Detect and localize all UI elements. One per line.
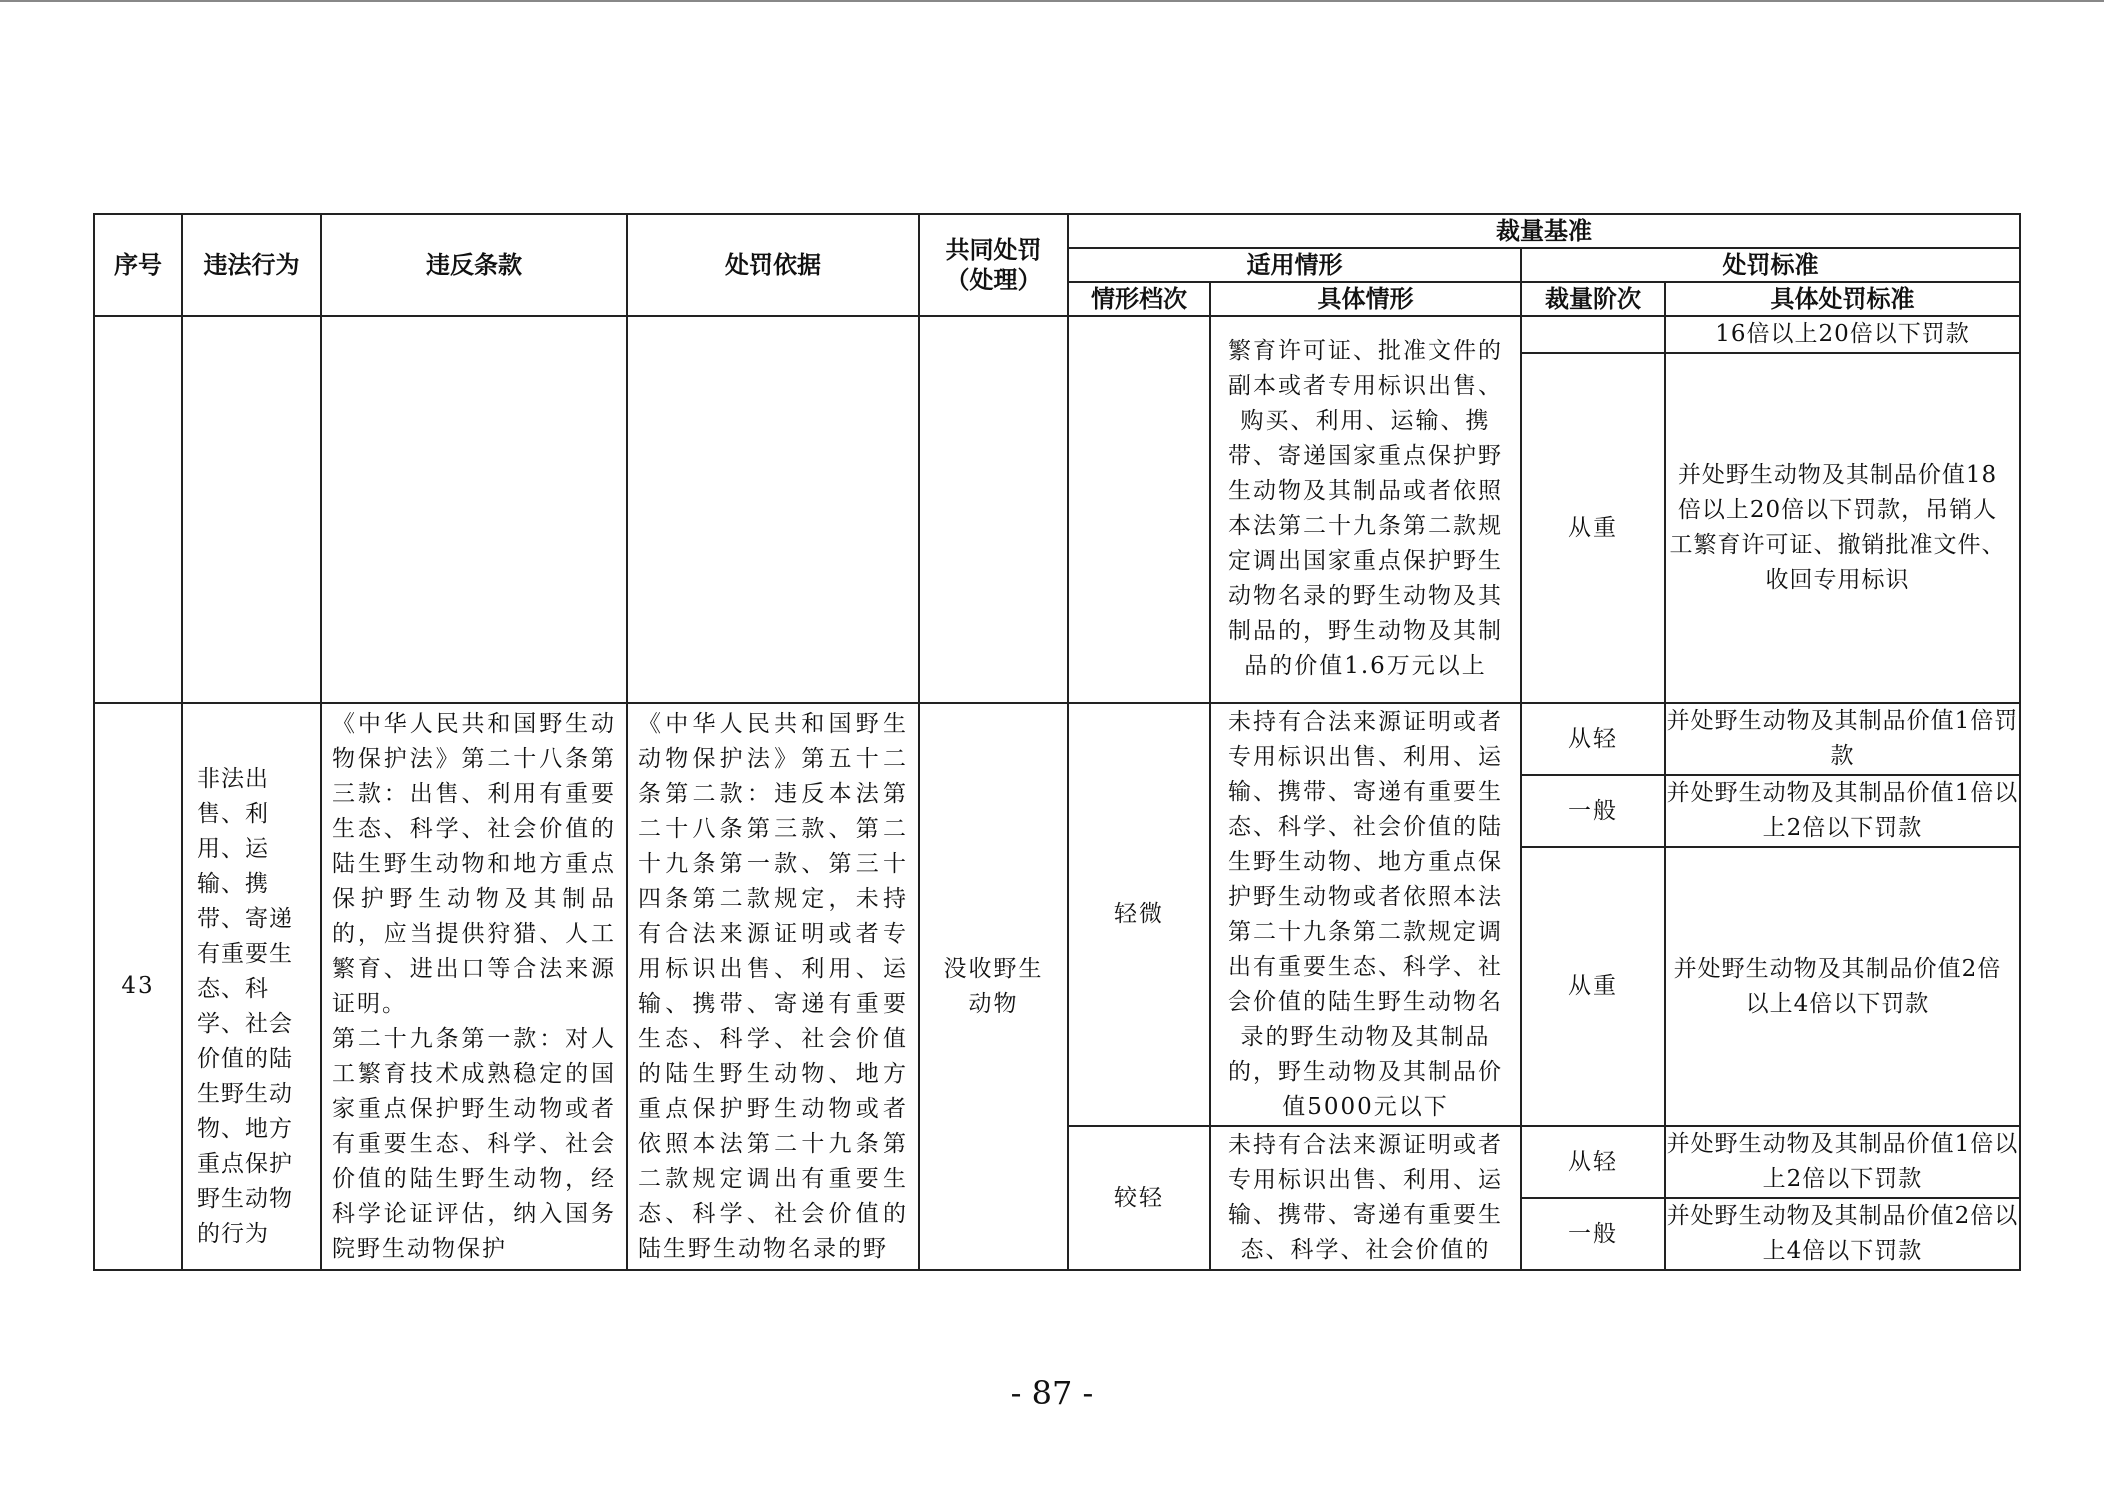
item43-detail-minor-text: 未持有合法来源证明或者专用标识出售、利用、运输、携带、寄递有重要生态、科学、社会价值的陆生野生动物、地方重点保护野生动物或者依照本法第二十九条第二款规定调出有重要生态、科学、社会价值的陆生野生动物名录的野生动物及其制品的，野生动物及其制品价值5000元以下: [1228, 708, 1503, 1120]
item43-violation: [182, 703, 321, 1270]
item43-detail-light-text: 未持有合法来源证明或者专用标识出售、利用、运输、携带、寄递有重要生态、科学、社会价值的: [1228, 1132, 1503, 1263]
header-serial-number: 序号: [94, 214, 182, 316]
cont-basis-cell: [627, 316, 919, 703]
item43-violated-clause-text: 《中华人民共和国野生动物保护法》第二十八条第三款：出售、利用有重要生态、科学、社会价值的陆生野生动物和地方重点保护野生动物及其制品的，应当提供狩猎、人工繁育、进出口等合法来源证明。 第二十九条第一款：对人工繁育技术成熟稳定的国家重点保护野生动物或者有重要生态、科学、社会价值的陆生野生动物，经科学论证评估，纳入国务院野生动物保护: [332, 710, 616, 1262]
cont-degree-cell: [1521, 316, 1665, 353]
item43-penalty-basis-text: 《中华人民共和国野生动物保护法》第五十二条第二款：违反本法第二十八条第三款、第二十九条第一款、第三十四条第二款规定，未持有合法来源证明或者专用标识出售、利用、运输、携带、寄递有重要生态、科学、社会价值的陆生野生动物、地方重点保护野生动物或者依照本法第二十九条第二款规定调出有重要生态、科学、社会价值的陆生野生动物名录的野: [638, 710, 908, 1262]
header-discretion-degree: 裁量阶次: [1521, 282, 1665, 316]
header-common-penalty-text: 共同处罚 （处理）: [945, 236, 1042, 294]
top-border-line: [0, 0, 2104, 2]
header-violated-clause: 违反条款: [321, 214, 627, 316]
item43-serial: 43: [94, 703, 182, 1270]
cont-act-cell: [182, 316, 321, 703]
item43-light-penalty-2: 并处野生动物及其制品价值2倍以上4倍以下罚款: [1665, 1198, 2020, 1270]
cont-penalty-row1: 16倍以上20倍以下罚款: [1665, 316, 2020, 353]
item43-light-degree-2: 一般: [1521, 1198, 1665, 1270]
item43-level-minor: 轻微: [1068, 703, 1210, 1126]
cont-common-cell: [919, 316, 1068, 703]
item43-detail-minor: [1210, 703, 1521, 1126]
item43-light-penalty-1: 并处野生动物及其制品价值1倍以上2倍以下罚款: [1665, 1126, 2020, 1198]
item43-minor-degree-3: 从重: [1521, 847, 1665, 1126]
item43-level-light: 较轻: [1068, 1126, 1210, 1270]
item43-minor-penalty-3: [1665, 847, 2020, 1126]
cont-clause-cell: [321, 316, 627, 703]
item43-violation-text: 非法出售、利用、运输、携带、寄递有重要生态、科学、社会价值的陆生野生动物、地方重点保护野生动物的行为: [197, 765, 293, 1247]
table-row: [94, 703, 2020, 775]
cont-situation-detail: [1210, 316, 1521, 703]
header-discretion-standard: 裁量基准: [1068, 214, 2020, 248]
item43-minor-penalty-2: 并处野生动物及其制品价值1倍以上2倍以下罚款: [1665, 775, 2020, 847]
item43-minor-penalty-1: 并处野生动物及其制品价值1倍罚款: [1665, 703, 2020, 775]
item43-common-penalty-text: 没收野生动物: [943, 955, 1044, 1017]
header-specific-penalty: 具体处罚标准: [1665, 282, 2020, 316]
cont-penalty-row2-text: 并处野生动物及其制品价值18倍以上20倍以下罚款，吊销人工繁育许可证、撤销批准文件、收回专用标识: [1669, 462, 2006, 593]
item43-minor-degree-1: 从轻: [1521, 703, 1665, 775]
item43-common-penalty: [919, 703, 1068, 1270]
item43-minor-penalty-3-text: 并处野生动物及其制品价值2倍以上4倍以下罚款: [1673, 955, 2002, 1017]
cont-situation-detail-text: 繁育许可证、批准文件的副本或者专用标识出售、购买、利用、运输、携带、寄递国家重点保护野生动物及其制品或者依照本法第二十九条第二款规定调出国家重点保护野生动物名录的野生动物及其制品的，野生动物及其制品的价值1.6万元以上: [1228, 337, 1503, 679]
page-number: - 87 -: [1010, 1374, 1094, 1412]
item43-minor-degree-2: 一般: [1521, 775, 1665, 847]
cont-penalty-row2: [1665, 353, 2020, 703]
header-situation-detail: 具体情形: [1210, 282, 1521, 316]
item43-penalty-basis: [627, 703, 919, 1270]
header-penalty-standard: 处罚标准: [1521, 248, 2020, 282]
cont-level-cell: [1068, 316, 1210, 703]
header-penalty-basis: 处罚依据: [627, 214, 919, 316]
discretion-standard-table: [93, 213, 2021, 1271]
item43-detail-light: [1210, 1126, 1521, 1270]
item43-light-degree-1: 从轻: [1521, 1126, 1665, 1198]
header-applicable-situation: 适用情形: [1068, 248, 1521, 282]
cont-degree-heavy: 从重: [1521, 353, 1665, 703]
cont-serial-cell: [94, 316, 182, 703]
header-situation-level: 情形档次: [1068, 282, 1210, 316]
item43-violated-clause: [321, 703, 627, 1270]
header-violation: 违法行为: [182, 214, 321, 316]
table-row: [94, 316, 2020, 353]
header-common-penalty: [919, 214, 1068, 316]
